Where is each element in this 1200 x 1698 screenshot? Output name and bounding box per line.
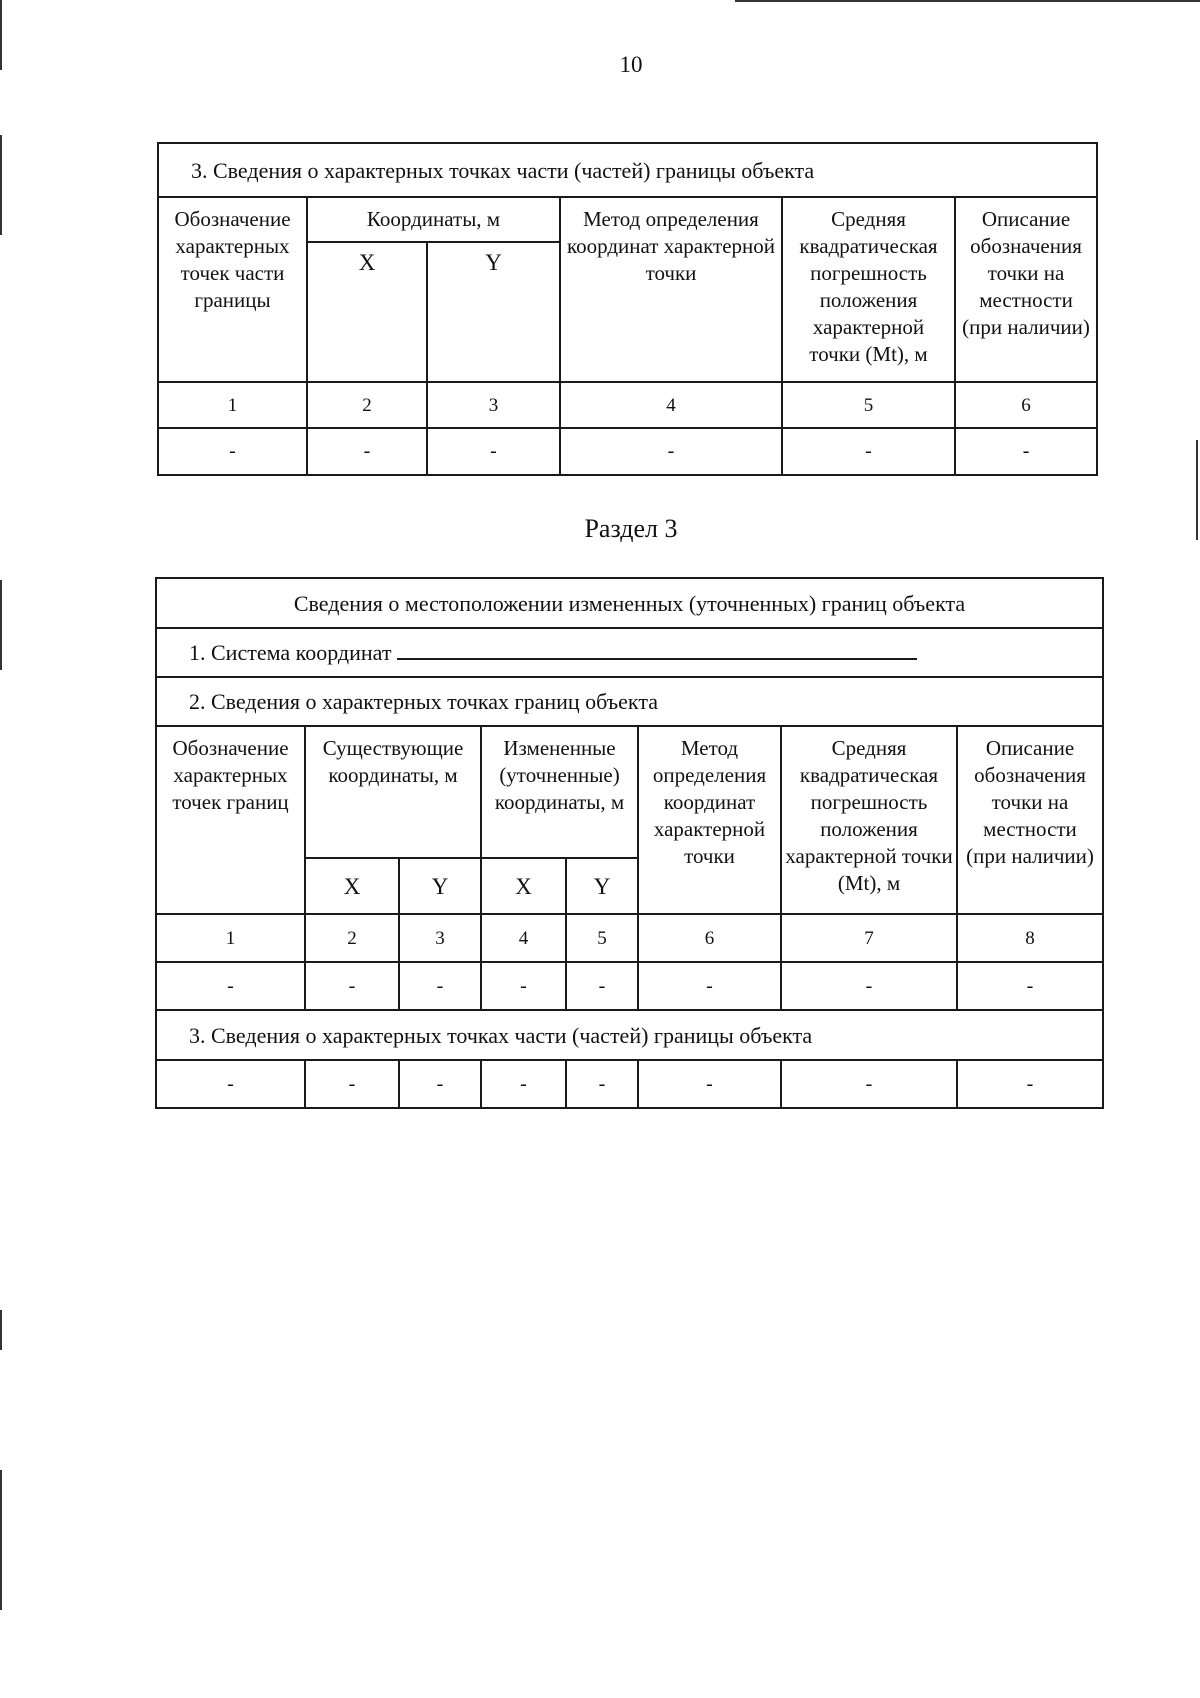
table-cell: - [957,962,1103,1010]
table-cell: - [957,1060,1103,1108]
scan-margin-mark [0,1310,2,1350]
header-error: Средняя квадратическая погрешность положения характерной точки (Mt), м [781,726,957,914]
table-cell: - [560,428,782,475]
table-cell: - [307,428,427,475]
table-cell: - [638,962,781,1010]
coordinate-system-row [156,628,1103,677]
section-title: Раздел 3 [584,514,678,543]
header-description: Описание обозначения точки на местности (при наличии) [957,726,1103,914]
header-existing-y: Y [399,858,481,914]
column-number: 7 [781,914,957,962]
column-number: 2 [307,382,427,428]
coordinate-system-label: 1. Система координат [189,640,392,665]
column-number: 6 [955,382,1097,428]
column-number: 8 [957,914,1103,962]
table-cell: - [156,1060,305,1108]
header-changed-x: X [481,858,566,914]
header-method: Метод определения координат характерной точки [560,197,782,382]
table-cell: - [427,428,560,475]
table-cell: - [781,1060,957,1108]
table-cell: - [158,428,307,475]
page-number: 10 [619,52,643,77]
changed-boundaries-table [155,577,1104,1109]
column-number: 1 [156,914,305,962]
header-existing-coordinates: Существующие координаты, м [305,726,481,858]
coordinate-system-blank [397,640,917,660]
column-number: 4 [560,382,782,428]
header-existing-x: X [305,858,399,914]
column-number: 1 [158,382,307,428]
scan-margin-mark [0,135,2,235]
scan-top-line [735,0,1200,2]
parts-title: 3. Сведения о характерных точках части (частей) границы объекта [156,1010,1103,1060]
scan-margin-mark [0,1470,2,1610]
table-cell: - [566,1060,638,1108]
table-cell: - [781,962,957,1010]
table-cell: - [481,1060,566,1108]
table-cell: - [156,962,305,1010]
table-title: Сведения о местоположении измененных (уточненных) границ объекта [156,578,1103,628]
column-number: 5 [566,914,638,962]
table-cell: - [305,1060,399,1108]
table-title: 3. Сведения о характерных точках части (частей) границы объекта [158,143,1097,197]
column-number: 5 [782,382,955,428]
column-number: 3 [399,914,481,962]
header-changed-coordinates: Измененные (уточненные) координаты, м [481,726,638,858]
table-cell: - [305,962,399,1010]
characteristic-points-table [157,142,1098,476]
table-cell: - [481,962,566,1010]
scan-margin-mark [0,580,2,670]
column-number: 3 [427,382,560,428]
table-cell: - [638,1060,781,1108]
header-x: X [307,242,427,382]
table-cell: - [399,1060,481,1108]
header-coordinates: Координаты, м [307,197,560,242]
table-cell: - [399,962,481,1010]
header-designation: Обозначение характерных точек части границы [158,197,307,382]
header-method: Метод определения координат характерной точки [638,726,781,914]
column-number: 6 [638,914,781,962]
column-number: 4 [481,914,566,962]
table-cell: - [566,962,638,1010]
table-cell: - [955,428,1097,475]
table-cell: - [782,428,955,475]
points-title: 2. Сведения о характерных точках границ объекта [156,677,1103,726]
header-y: Y [427,242,560,382]
column-number: 2 [305,914,399,962]
header-description: Описание обозначения точки на местности (при наличии) [955,197,1097,382]
header-designation: Обозначение характерных точек границ [156,726,305,914]
header-error: Средняя квадратическая погрешность положения характерной точки (Mt), м [782,197,955,382]
header-changed-y: Y [566,858,638,914]
